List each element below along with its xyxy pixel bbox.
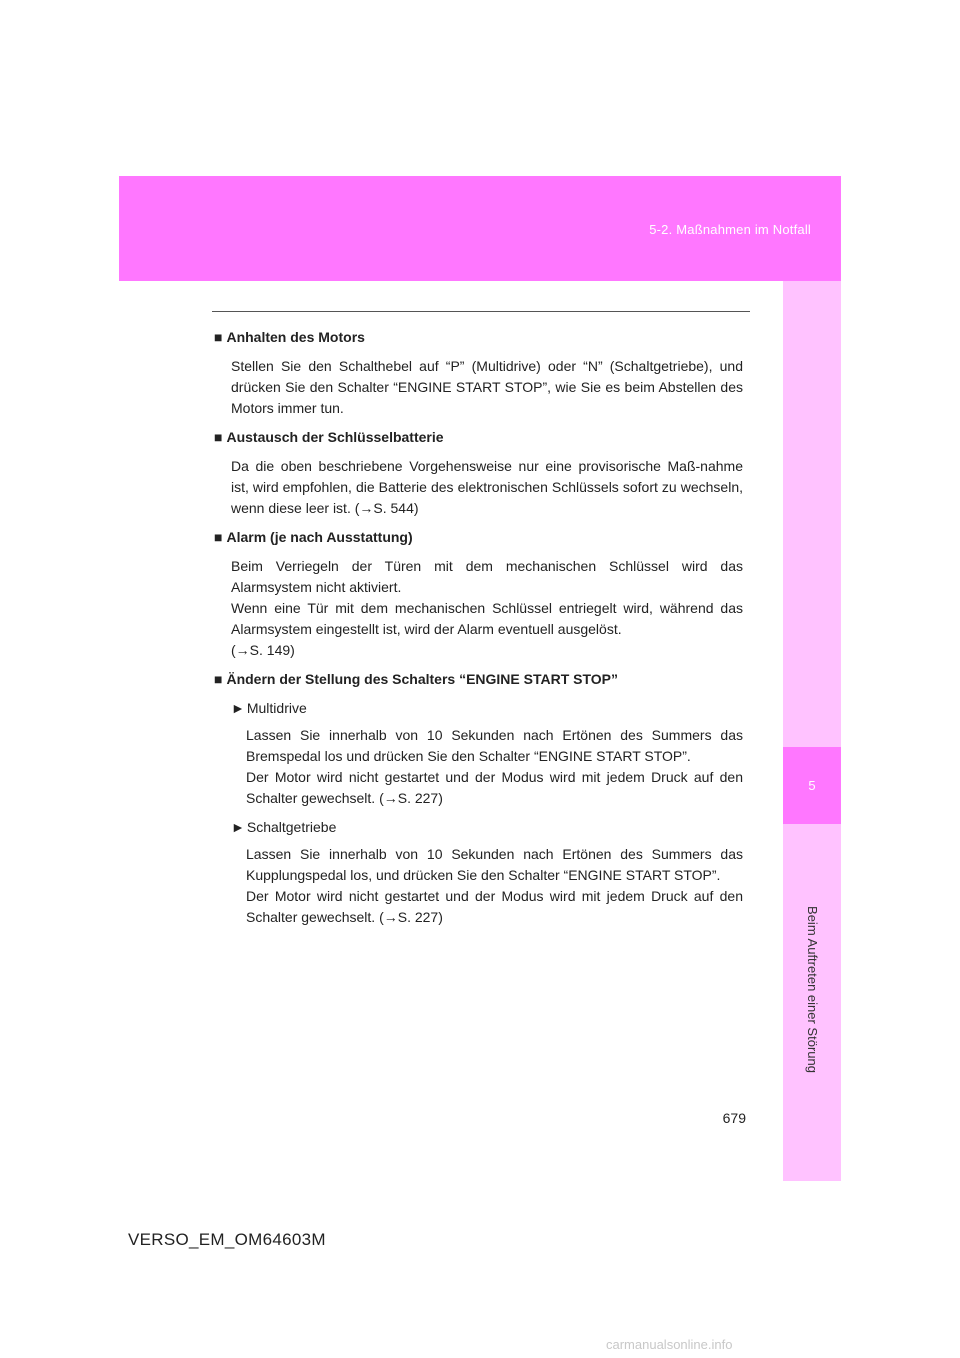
square-bullet-icon: ■ bbox=[214, 329, 223, 345]
subsection bbox=[231, 698, 743, 809]
section-paragraph: Wenn eine Tür mit dem mechanischen Schlüssel entriegelt wird, während das Alarmsystem eingestellt ist, wird der Alarm eventuell ausgelöst. bbox=[231, 600, 743, 637]
subsection-paragraph: Lassen Sie innerhalb von 10 Sekunden nach Ertönen des Summers das Kupplungspedal los, und drücken Sie den Schalter “ENGINE START STOP”. bbox=[246, 846, 743, 883]
subsection-paragraph: Lassen Sie innerhalb von 10 Sekunden nach Ertönen des Summers das Bremspedal los und drücken Sie den Schalter “ENGINE START STOP”. bbox=[246, 727, 743, 764]
chapter-number: 5 bbox=[783, 747, 841, 824]
triangle-bullet-icon: ► bbox=[231, 819, 245, 835]
chapter-title-text: Beim Auftreten einer Störung bbox=[804, 905, 820, 1073]
subsection bbox=[231, 817, 743, 928]
side-tab bbox=[783, 281, 841, 1181]
subsection-title: ► Schaltgetriebe bbox=[231, 819, 337, 835]
square-bullet-icon: ■ bbox=[214, 429, 223, 445]
subsection-title: ► Multidrive bbox=[231, 700, 307, 716]
square-bullet-icon: ■ bbox=[214, 671, 223, 687]
header-band bbox=[119, 176, 841, 281]
section-paragraph: Da die oben beschriebene Vorgehensweise nur eine provisorische Maß-nahme ist, wird empfohlen, die Batterie des elektronischen Schlüssels sofort zu wechseln, wenn diese leer ist. (→S. 544) bbox=[231, 458, 743, 516]
subsection-paragraph: Der Motor wird nicht gestartet und der Modus wird mit jedem Druck auf den Schalter gewechselt. (→S. 227) bbox=[246, 888, 743, 925]
triangle-bullet-icon: ► bbox=[231, 700, 245, 716]
section-heading: ■ Anhalten des Motors bbox=[214, 329, 365, 345]
section-heading: ■ Austausch der Schlüsselbatterie bbox=[214, 429, 444, 445]
watermark: carmanualsonline.info bbox=[606, 1337, 733, 1352]
page-number: 679 bbox=[722, 1110, 746, 1126]
document-code: VERSO_EM_OM64603M bbox=[128, 1230, 326, 1249]
section-reference: 5-2. Maßnahmen im Notfall bbox=[649, 222, 811, 237]
subsection-paragraph: Der Motor wird nicht gestartet und der Modus wird mit jedem Druck auf den Schalter gewechselt. (→S. 227) bbox=[246, 769, 743, 806]
square-bullet-icon: ■ bbox=[214, 529, 223, 545]
top-rule bbox=[212, 311, 750, 312]
section-heading: ■ Ändern der Stellung des Schalters “ENGINE START STOP” bbox=[214, 671, 619, 687]
section-paragraph: (→S. 149) bbox=[231, 642, 295, 658]
main-content bbox=[214, 327, 743, 936]
section-paragraph: Stellen Sie den Schalthebel auf “P” (Multidrive) oder “N” (Schaltgetriebe), und drücken Sie den Schalter “ENGINE START STOP”, wie Sie es beim Abstellen des Motors immer tun. bbox=[231, 358, 743, 416]
section-heading: ■ Alarm (je nach Ausstattung) bbox=[214, 529, 413, 545]
section-paragraph: Beim Verriegeln der Türen mit dem mechanischen Schlüssel wird das Alarmsystem nicht aktiviert. bbox=[231, 558, 743, 595]
chapter-title bbox=[783, 824, 841, 1154]
